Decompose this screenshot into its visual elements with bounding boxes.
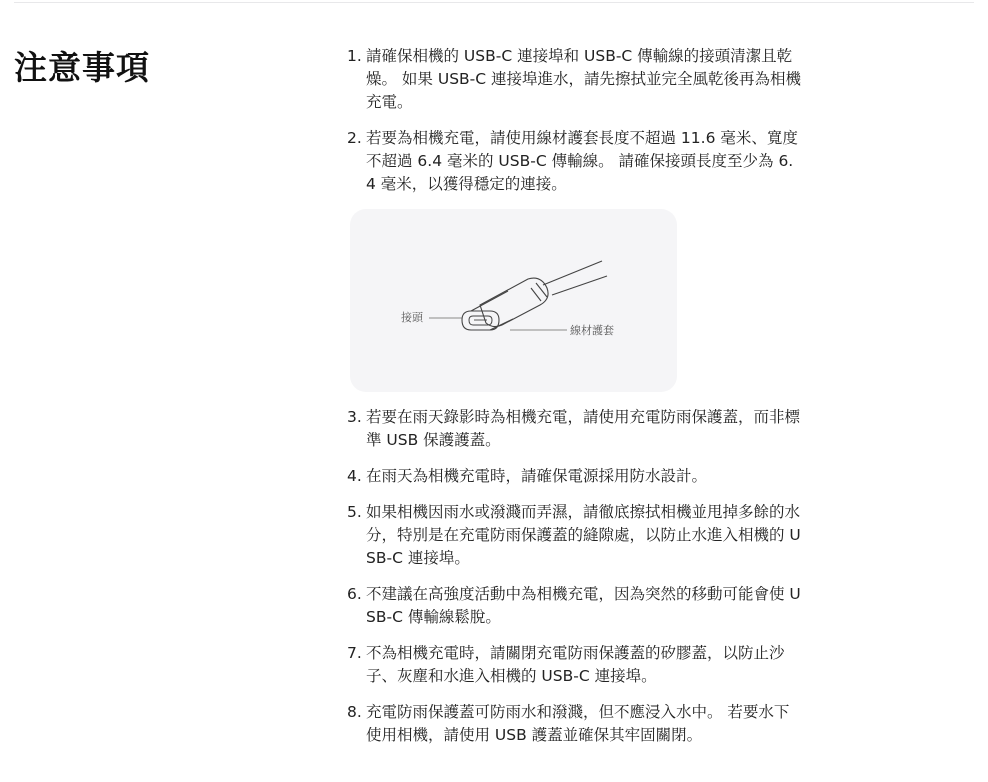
note-text: 充電防雨保護蓋可防雨水和潑濺，但不應浸入水中。 若要水下使用相機，請使用 USB 護蓋並確保其牢固關閉。 — [366, 703, 790, 744]
note-item-8 — [347, 701, 802, 747]
note-number: 8. — [347, 703, 362, 721]
note-text: 不建議在高強度活動中為相機充電，因為突然的移動可能會使 USB-C 傳輸線鬆脫。 — [366, 585, 801, 626]
note-item-2 — [347, 127, 802, 196]
top-divider — [14, 2, 974, 3]
note-number: 1. — [347, 47, 362, 65]
note-item-6 — [347, 583, 802, 629]
note-text: 若要為相機充電，請使用線材護套長度不超過 11.6 毫米、寬度不超過 6.4 毫米的 USB-C 傳輸線。 請確保接頭長度至少為 6.4 毫米，以獲得穩定的連接。 — [366, 129, 798, 193]
note-item-4 — [347, 465, 802, 488]
note-number: 4. — [347, 467, 362, 485]
sleeve-label: 線材護套 — [570, 324, 614, 337]
usb-c-cable-icon — [350, 209, 677, 392]
section-title: 注意事項 — [14, 48, 150, 87]
note-number: 2. — [347, 129, 362, 147]
note-text: 如果相機因雨水或潑濺而弄濕，請徹底擦拭相機並甩掉多餘的水分，特別是在充電防雨保護蓋的縫隙處，以防止水進入相機的 USB-C 連接埠。 — [366, 503, 801, 567]
usb-c-cable-illustration — [350, 209, 677, 392]
note-text: 在雨天為相機充電時，請確保電源採用防水設計。 — [366, 467, 708, 485]
note-text: 請確保相機的 USB-C 連接埠和 USB-C 傳輸線的接頭清潔且乾燥。 如果 USB-C 連接埠進水，請先擦拭並完全風乾後再為相機充電。 — [366, 47, 802, 111]
note-item-7 — [347, 642, 802, 688]
note-number: 3. — [347, 408, 362, 426]
note-number: 5. — [347, 503, 362, 521]
note-item-5 — [347, 501, 802, 570]
notes-list — [347, 45, 802, 760]
note-text: 不為相機充電時，請關閉充電防雨保護蓋的矽膠蓋，以防止沙子、灰塵和水進入相機的 USB-C 連接埠。 — [366, 644, 785, 685]
connector-label: 接頭 — [401, 311, 423, 324]
note-item-1 — [347, 45, 802, 114]
note-item-3 — [347, 406, 802, 452]
note-text: 若要在雨天錄影時為相機充電，請使用充電防雨保護蓋，而非標準 USB 保護護蓋。 — [366, 408, 801, 449]
note-number: 7. — [347, 644, 362, 662]
note-number: 6. — [347, 585, 362, 603]
